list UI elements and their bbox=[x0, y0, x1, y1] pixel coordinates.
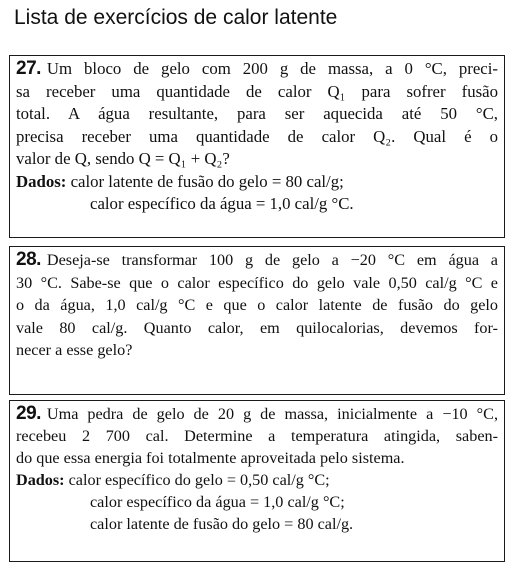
exercise-29-data-2: calor específico da água = 1,0 cal/g °C; bbox=[90, 493, 345, 511]
exercise-27-line-5: valor de Q, sendo Q = Q₁ + Q₂? bbox=[16, 149, 230, 168]
exercise-27-box bbox=[9, 55, 505, 238]
exercise-29-line-2: recebeu 2 700 cal. Determine a temperatura atingida, saben- bbox=[16, 427, 498, 445]
exercise-28-line-5: necer a esse gelo? bbox=[16, 341, 133, 359]
exercise-27-line-1: 27. Um bloco de gelo com 200 g de massa, a 0 °C, preci- bbox=[16, 58, 498, 79]
exercise-28-line-3: o da água, 1,0 cal/g °C e que o calor latente de fusão do gelo bbox=[16, 296, 498, 314]
exercise-28-box bbox=[9, 246, 505, 395]
exercise-27-data-label: Dados: bbox=[16, 171, 67, 191]
exercise-27-number: 27. bbox=[16, 58, 41, 79]
exercise-29-line-3: do que essa energia foi totalmente aproveitada pelo sistema. bbox=[16, 449, 405, 467]
exercise-28-line-4: vale 80 cal/g. Quanto calor, em quilocalorias, devemos for- bbox=[16, 318, 498, 337]
exercise-27-data-2: calor específico da água = 1,0 cal/g °C. bbox=[90, 194, 354, 213]
exercise-28-line-2: 30 °C. Sabe-se que o calor específico do gelo vale 0,50 cal/g °C e bbox=[16, 273, 498, 292]
exercise-28-number: 28. bbox=[16, 249, 41, 270]
exercise-29-box bbox=[9, 400, 505, 562]
exercise-29-line-1: 29. Uma pedra de gelo de 20 g de massa, inicialmente a −10 °C, bbox=[16, 403, 498, 424]
exercise-29-number: 29. bbox=[16, 403, 41, 424]
exercise-27-data-1: Dados: calor latente de fusão do gelo = 80 cal/g; bbox=[16, 171, 344, 191]
exercise-28-line-1: 28. Deseja-se transformar 100 g de gelo a −20 °C em água a bbox=[16, 249, 498, 270]
exercise-27-line-4: precisa receber uma quantidade de calor Q₂. Qual é o bbox=[16, 126, 498, 146]
exercise-29-data-label: Dados: bbox=[16, 471, 65, 489]
exercise-29-data-3: calor latente de fusão do gelo = 80 cal/g. bbox=[90, 515, 354, 533]
page-title: Lista de exercícios de calor latente bbox=[14, 6, 338, 29]
exercise-29-data-1: Dados: calor específico do gelo = 0,50 cal/g °C; bbox=[16, 471, 330, 489]
exercise-27-line-2: sa receber uma quantidade de calor Q₁ para sofrer fusão bbox=[16, 81, 498, 101]
exercise-27-line-3: total. A água resultante, para ser aquecida até 50 °C, bbox=[16, 104, 498, 123]
